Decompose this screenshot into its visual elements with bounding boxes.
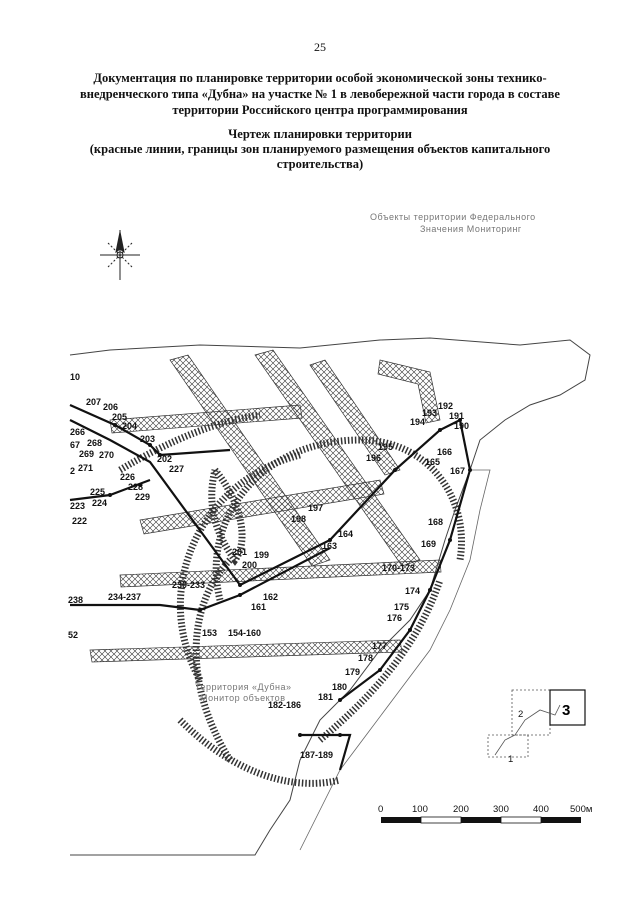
point-label: 225 xyxy=(90,487,106,497)
point-label: 193 xyxy=(422,408,438,418)
point-label: 153 xyxy=(202,628,218,638)
scale-label-300: 300 xyxy=(493,804,509,815)
point-label: 202 xyxy=(157,454,173,464)
point-label: 226 xyxy=(120,472,136,482)
drawing-title-line-3: строительства) xyxy=(276,157,364,171)
point-label: 230-233 xyxy=(172,580,206,590)
point-label: 198 xyxy=(291,514,307,524)
point-label: 271 xyxy=(78,463,94,473)
title-line-3: территории Российского центра программирования xyxy=(172,103,468,117)
point-label: 191 xyxy=(449,411,465,421)
point-label: 199 xyxy=(254,550,270,560)
point-label: 178 xyxy=(358,653,374,663)
point-label: 162 xyxy=(263,592,279,602)
point-label: 204 xyxy=(122,421,138,431)
point-label: 170-173 xyxy=(382,563,416,573)
point-label: 174 xyxy=(405,586,421,596)
point-label: 154-160 xyxy=(228,628,262,638)
point-label: 179 xyxy=(345,667,361,677)
inset-number-3: 3 xyxy=(562,702,571,719)
point-label: 203 xyxy=(140,434,156,444)
faint-label-bottom-1: Территория «Дубна» xyxy=(195,682,292,692)
point-label: 192 xyxy=(438,401,454,411)
point-label: 268 xyxy=(87,438,103,448)
drawing-title-line-1: Чертеж планировки территории xyxy=(228,127,412,141)
point-label: 190 xyxy=(454,421,470,431)
point-label: 227 xyxy=(169,464,185,474)
title-line-2: внедренческого типа «Дубна» на участке № 1 в левобережной части города в составе xyxy=(80,87,560,101)
drawing-title-line-2: (красные линии, границы зон планируемого размещения объектов капитального xyxy=(89,142,551,156)
inset-number-2: 2 xyxy=(518,709,524,720)
point-label: 223 xyxy=(70,501,86,511)
point-label: 167 xyxy=(450,466,466,476)
territory-boundary xyxy=(70,338,593,855)
faint-label-bottom-2: Монитор объектов xyxy=(200,693,286,703)
point-label: 67 xyxy=(70,440,81,450)
point-label: 176 xyxy=(387,613,403,623)
faint-label-top-1: Объекты территории Федерального xyxy=(370,212,536,222)
point-label: 195 xyxy=(378,442,394,452)
page-number: 25 xyxy=(314,40,326,54)
point-label: 163 xyxy=(322,541,338,551)
point-label: 269 xyxy=(79,449,95,459)
point-label: 161 xyxy=(251,602,267,612)
point-label: 168 xyxy=(428,517,444,527)
point-label: 2 xyxy=(70,466,76,476)
point-label: 166 xyxy=(437,447,453,457)
point-label: 207 xyxy=(86,397,102,407)
point-label: 165 xyxy=(425,457,441,467)
point-label: 52 xyxy=(68,630,79,640)
point-label: 234-237 xyxy=(108,592,142,602)
point-label: 180 xyxy=(332,682,348,692)
inset-number-1: 1 xyxy=(508,754,514,765)
inset-key-map xyxy=(488,690,585,765)
point-label: 175 xyxy=(394,602,410,612)
point-label: 169 xyxy=(421,539,437,549)
point-label: 197 xyxy=(308,503,324,513)
point-label: 222 xyxy=(72,516,88,526)
faint-label-top-2: Значения Мониторинг xyxy=(420,224,522,234)
scale-label-200: 200 xyxy=(453,804,469,815)
point-label: 228 xyxy=(128,482,144,492)
point-label: 201 xyxy=(232,547,248,557)
point-label: 10 xyxy=(70,372,81,382)
point-label: 200 xyxy=(242,560,258,570)
scale-label-0: 0 xyxy=(378,804,384,815)
point-label: 187-189 xyxy=(300,750,334,760)
point-label: 205 xyxy=(112,412,128,422)
title-line-1: Документация по планировке территории особой экономической зоны технико- xyxy=(93,71,547,85)
point-label: 206 xyxy=(103,402,119,412)
point-label: 181 xyxy=(318,692,334,702)
point-label: 270 xyxy=(99,450,115,460)
point-label: 224 xyxy=(92,498,108,508)
point-label: 238 xyxy=(68,595,84,605)
point-label: 194 xyxy=(410,417,426,427)
scale-label-500: 500м xyxy=(570,804,593,815)
scale-label-100: 100 xyxy=(412,804,428,815)
point-label: 164 xyxy=(338,529,354,539)
scale-bar xyxy=(378,804,592,823)
scale-label-400: 400 xyxy=(533,804,549,815)
point-label: 182-186 xyxy=(268,700,302,710)
point-label: 177 xyxy=(372,641,388,651)
point-label: 266 xyxy=(70,427,86,437)
point-label: 229 xyxy=(135,492,151,502)
north-arrow-icon xyxy=(100,230,140,280)
point-label: 196 xyxy=(366,453,382,463)
